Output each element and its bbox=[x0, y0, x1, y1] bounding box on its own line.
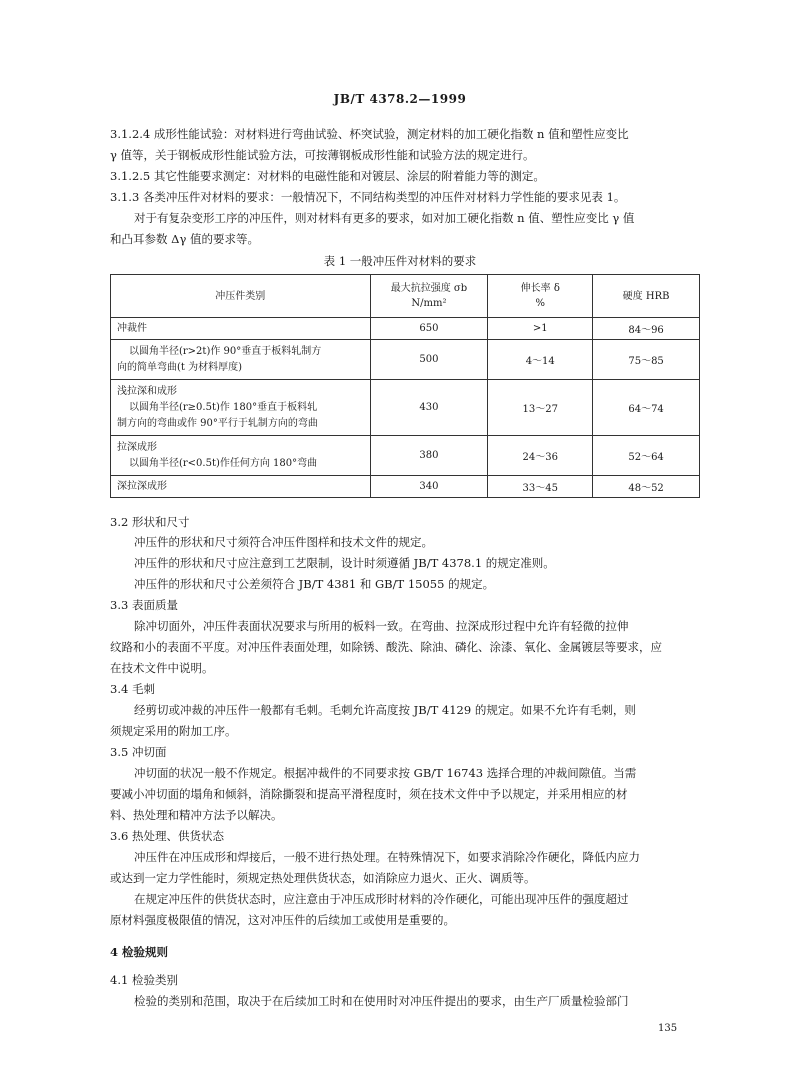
paragraph-3-1-3-line2: 对于有复杂变形工序的冲压件，则对材料有更多的要求，如对加工硬化指数 n 值、塑性应变比 γ 值 bbox=[134, 211, 635, 225]
row-hardness: 84～96 bbox=[593, 318, 700, 340]
section-3-4-line2: 须规定采用的附加工序。 bbox=[110, 724, 237, 738]
section-3-3-line3: 在技术文件中说明。 bbox=[110, 661, 214, 675]
section-3-2-line3: 冲压件的形状和尺寸公差须符合 JB/T 4381 和 GB/T 15055 的规定。 bbox=[134, 577, 495, 591]
paragraph-3-1-2-5: 3.1.2.5 其它性能要求测定：对材料的电磁性能和对镀层、涂层的附着能力等的测定。 bbox=[110, 169, 545, 183]
row-category bbox=[111, 340, 371, 380]
row-category-line1: 以圆角半径(r>2t)作 90°垂直于板料轧制方 bbox=[129, 345, 322, 357]
table-caption: 表 1 一般冲压件对材料的要求 bbox=[323, 254, 477, 268]
row-category bbox=[111, 476, 371, 498]
paragraph-3-1-2-4-line2: γ 值等，关于钢板成形性能试验方法，可按薄钢板成形性能和试验方法的规定进行。 bbox=[110, 148, 535, 162]
row-category-line1: 拉深成形 bbox=[117, 441, 157, 453]
row-strength: 340 bbox=[370, 476, 488, 498]
table-row bbox=[111, 340, 700, 380]
row-elongation: 4～14 bbox=[488, 340, 593, 380]
section-3-5-heading: 3.5 冲切面 bbox=[110, 745, 167, 759]
section-4-1-heading: 4.1 检验类别 bbox=[110, 973, 178, 987]
row-hardness: 64～74 bbox=[593, 380, 700, 436]
section-3-5-line3: 料、热处理和精冲方法予以解决。 bbox=[110, 808, 283, 822]
section-4-heading: 4 检验规则 bbox=[110, 945, 169, 959]
row-strength: 380 bbox=[370, 436, 488, 476]
section-3-2-line1: 冲压件的形状和尺寸须符合冲压件图样和技术文件的规定。 bbox=[134, 535, 433, 549]
table-row bbox=[111, 476, 700, 498]
row-elongation: 24～36 bbox=[488, 436, 593, 476]
header-elongation bbox=[488, 275, 593, 318]
row-hardness: 75～85 bbox=[593, 340, 700, 380]
table-header-row bbox=[111, 275, 700, 318]
header-elongation-unit: % bbox=[535, 298, 545, 309]
row-category-line2: 向的简单弯曲(t 为材料厚度) bbox=[117, 361, 242, 373]
row-category-line2: 以圆角半径(r≥0.5t)作 180°垂直于板料轧 bbox=[129, 401, 318, 413]
header-strength-unit: N/mm² bbox=[411, 298, 447, 309]
row-hardness: 52～64 bbox=[593, 436, 700, 476]
header-category: 冲压件类别 bbox=[111, 275, 371, 318]
table-row bbox=[111, 318, 700, 340]
section-3-5-line2: 要减小冲切面的塌角和倾斜，消除撕裂和提高平滑程度时，须在技术文件中予以规定，并采用相应的材 bbox=[110, 787, 628, 801]
page-number: 135 bbox=[658, 1023, 678, 1034]
row-elongation: 13～27 bbox=[488, 380, 593, 436]
row-category-line1: 浅拉深和成形 bbox=[117, 385, 177, 397]
table-row bbox=[111, 436, 700, 476]
paragraph-3-1-3-line3: 和凸耳参数 Δγ 值的要求等。 bbox=[110, 232, 259, 246]
section-3-6-line1: 冲压件在冲压成形和焊接后，一般不进行热处理。在特殊情况下，如要求消除冷作硬化，降低内应力 bbox=[134, 850, 640, 864]
section-3-6-line2: 或达到一定力学性能时，须规定热处理供货状态，如消除应力退火、正火、调质等。 bbox=[110, 871, 536, 885]
section-3-3-line1: 除冲切面外，冲压件表面状况要求与所用的板料一致。在弯曲、拉深成形过程中允许有轻微的拉伸 bbox=[134, 619, 629, 633]
section-3-4-line1: 经剪切或冲裁的冲压件一般都有毛刺。毛刺允许高度按 JB/T 4129 的规定。如果不允许有毛刺，则 bbox=[134, 703, 636, 717]
section-3-2-line2: 冲压件的形状和尺寸应注意到工艺限制，设计时须遵循 JB/T 4378.1 的规定准则。 bbox=[134, 556, 555, 570]
material-requirements-table bbox=[110, 274, 700, 498]
table-row bbox=[111, 380, 700, 436]
row-category-line2: 以圆角半径(r<0.5t)作任何方向 180°弯曲 bbox=[129, 457, 318, 469]
row-elongation: 33～45 bbox=[488, 476, 593, 498]
row-hardness: 48～52 bbox=[593, 476, 700, 498]
section-3-6-heading: 3.6 热处理、供货状态 bbox=[110, 829, 224, 843]
paragraph-3-1-2-4-line1: 3.1.2.4 成形性能试验：对材料进行弯曲试验、杯突试验，测定材料的加工硬化指数 n 值和塑性应变比 bbox=[110, 127, 629, 141]
section-4-1-line1: 检验的类别和范围，取决于在后续加工时和在使用时对冲压件提出的要求，由生产厂质量检验部门 bbox=[134, 994, 629, 1008]
row-elongation: >1 bbox=[488, 318, 593, 340]
section-3-2-heading: 3.2 形状和尺寸 bbox=[110, 515, 190, 529]
section-3-4-heading: 3.4 毛刺 bbox=[110, 682, 155, 696]
row-category bbox=[111, 436, 371, 476]
header-strength bbox=[370, 275, 488, 318]
row-strength: 650 bbox=[370, 318, 488, 340]
header-elongation-label: 伸长率 δ bbox=[520, 283, 560, 294]
row-strength: 500 bbox=[370, 340, 488, 380]
row-category-line1: 冲裁件 bbox=[117, 322, 147, 334]
row-category-line3: 制方向的弯曲或作 90°平行于轧制方向的弯曲 bbox=[117, 417, 318, 429]
row-strength: 430 bbox=[370, 380, 488, 436]
row-category bbox=[111, 318, 371, 340]
header-hardness: 硬度 HRB bbox=[593, 275, 700, 318]
section-3-6-line3: 在规定冲压件的供货状态时，应注意由于冲压成形时材料的冷作硬化，可能出现冲压件的强度超过 bbox=[134, 892, 629, 906]
section-3-5-line1: 冲切面的状况一般不作规定。根据冲裁件的不同要求按 GB/T 16743 选择合理的冲裁间隙值。当需 bbox=[134, 766, 637, 780]
section-3-3-line2: 纹路和小的表面不平度。对冲压件表面处理，如除锈、酸洗、除油、磷化、涂漆、氧化、金属镀层等要求，应 bbox=[110, 640, 662, 654]
section-3-6-line4: 原材料强度极限值的情况，这对冲压件的后续加工或使用是重要的。 bbox=[110, 913, 455, 927]
section-3-3-heading: 3.3 表面质量 bbox=[110, 598, 178, 612]
row-category bbox=[111, 380, 371, 436]
standard-header: JB/T 4378.2—1999 bbox=[333, 92, 467, 106]
header-strength-label: 最大抗拉强度 σb bbox=[390, 283, 468, 294]
row-category-line1: 深拉深成形 bbox=[117, 480, 167, 492]
paragraph-3-1-3-line1: 3.1.3 各类冲压件对材料的要求：一般情况下，不同结构类型的冲压件对材料力学性能的要求见表 1。 bbox=[110, 190, 626, 204]
